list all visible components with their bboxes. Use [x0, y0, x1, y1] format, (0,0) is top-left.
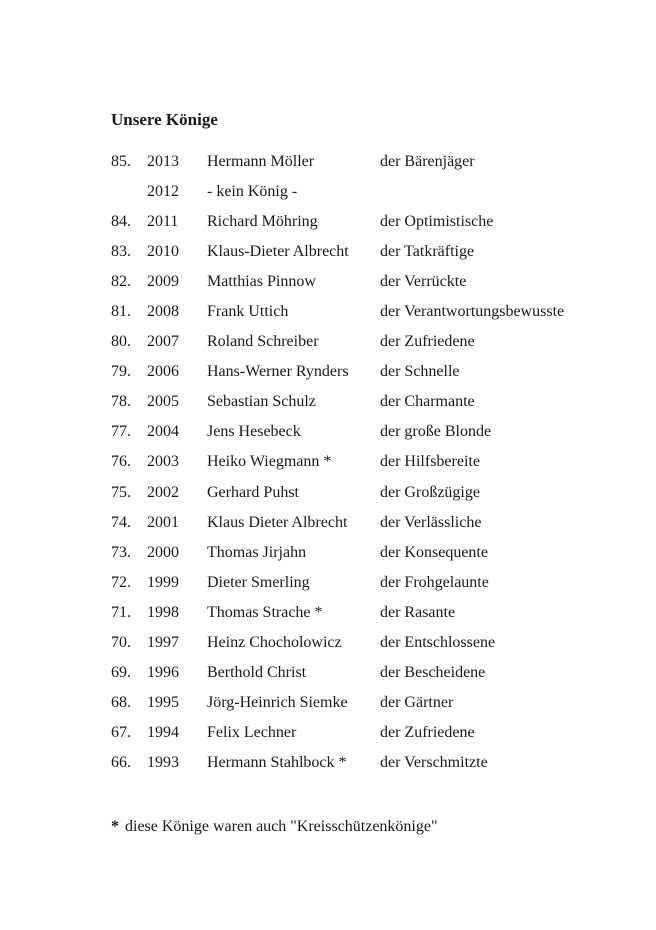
king-year: 2007	[147, 333, 179, 351]
king-number: 76.	[111, 453, 131, 471]
king-epithet: der Frohgelaunte	[380, 573, 489, 591]
king-name: Hans-Werner Rynders	[207, 363, 349, 381]
king-name: Jörg-Heinrich Siemke	[207, 693, 348, 711]
king-year: 2006	[147, 363, 179, 381]
king-name: Thomas Jirjahn	[207, 543, 307, 561]
king-number: 73.	[111, 543, 131, 561]
king-name: - kein König -	[207, 183, 298, 201]
king-name: Frank Uttich	[207, 303, 289, 321]
footnote-mark: *	[111, 818, 119, 835]
king-number: 72.	[111, 573, 131, 591]
king-number: 70.	[111, 633, 131, 651]
king-epithet: der Bärenjäger	[380, 153, 475, 170]
king-year: 2013	[147, 153, 179, 170]
king-number: 68.	[111, 693, 131, 711]
king-name: Matthias Pinnow	[207, 273, 316, 291]
king-number: 74.	[111, 513, 131, 531]
king-epithet: der Hilfsbereite	[380, 453, 480, 471]
king-year: 2012	[147, 183, 179, 201]
king-name: Hermann Stahlbock *	[207, 753, 347, 771]
king-epithet: der Entschlossene	[380, 633, 496, 651]
king-name: Heinz Chocholowicz	[207, 633, 342, 651]
king-epithet: der Großzügige	[380, 483, 480, 501]
king-number: 83.	[111, 243, 131, 261]
king-epithet: der Verantwortungsbewusste	[380, 303, 565, 321]
king-name: Felix Lechner	[207, 723, 297, 741]
king-name: Sebastian Schulz	[207, 393, 316, 411]
king-number: 79.	[111, 363, 131, 381]
king-year: 2002	[147, 483, 179, 501]
king-number: 81.	[111, 303, 131, 321]
king-epithet: der Verlässliche	[380, 513, 482, 531]
king-year: 1994	[147, 723, 179, 741]
king-epithet: der Bescheidene	[380, 663, 486, 681]
king-epithet: der Verrückte	[380, 273, 467, 291]
king-year: 2009	[147, 273, 179, 291]
king-year: 1999	[147, 573, 179, 591]
king-epithet: der Konsequente	[380, 543, 488, 561]
king-number: 77.	[111, 423, 131, 441]
king-number: 78.	[111, 393, 131, 411]
king-number: 67.	[111, 723, 131, 741]
king-year: 2000	[147, 543, 179, 561]
king-name: Gerhard Puhst	[207, 483, 299, 501]
king-name: Roland Schreiber	[207, 333, 319, 351]
king-epithet: der große Blonde	[380, 423, 492, 441]
king-epithet: der Verschmitzte	[380, 753, 488, 771]
king-number: 85.	[111, 153, 131, 170]
king-name: Klaus-Dieter Albrecht	[207, 243, 349, 261]
king-epithet: der Charmante	[380, 393, 475, 411]
king-epithet: der Zufriedene	[380, 723, 475, 741]
king-year: 2008	[147, 303, 179, 321]
king-epithet: der Schnelle	[380, 363, 460, 381]
king-number: 82.	[111, 273, 131, 291]
king-year: 1998	[147, 603, 179, 621]
king-year: 1996	[147, 663, 179, 681]
king-epithet: der Tatkräftige	[380, 243, 475, 261]
king-year: 1995	[147, 693, 179, 711]
footnote-text: diese Könige waren auch "Kreisschützenkönige"	[125, 818, 438, 835]
king-number: 80.	[111, 333, 131, 351]
king-name: Klaus Dieter Albrecht	[207, 513, 348, 531]
king-epithet: der Gärtner	[380, 693, 454, 711]
king-year: 2010	[147, 243, 179, 261]
page-title: Unsere Könige	[111, 110, 218, 129]
king-name: Hermann Möller	[207, 153, 315, 170]
king-name: Richard Möhring	[207, 213, 318, 231]
king-epithet: der Rasante	[380, 603, 456, 621]
king-number: 66.	[111, 753, 131, 771]
king-year: 1997	[147, 633, 179, 651]
king-name: Thomas Strache *	[207, 603, 323, 621]
king-year: 2011	[147, 213, 179, 231]
king-year: 2004	[147, 423, 179, 441]
king-number: 84.	[111, 213, 131, 231]
king-epithet: der Zufriedene	[380, 333, 475, 351]
king-name: Heiko Wiegmann *	[207, 453, 332, 471]
king-number: 75.	[111, 483, 131, 501]
king-name: Jens Hesebeck	[207, 423, 301, 441]
king-year: 2005	[147, 393, 179, 411]
footnote	[111, 818, 438, 836]
king-number: 71.	[111, 603, 131, 621]
king-epithet: der Optimistische	[380, 213, 494, 231]
king-year: 2003	[147, 453, 179, 471]
king-name: Berthold Christ	[207, 663, 307, 681]
king-number: 69.	[111, 663, 131, 681]
king-year: 1993	[147, 753, 179, 771]
king-name: Dieter Smerling	[207, 573, 310, 591]
king-year: 2001	[147, 513, 179, 531]
